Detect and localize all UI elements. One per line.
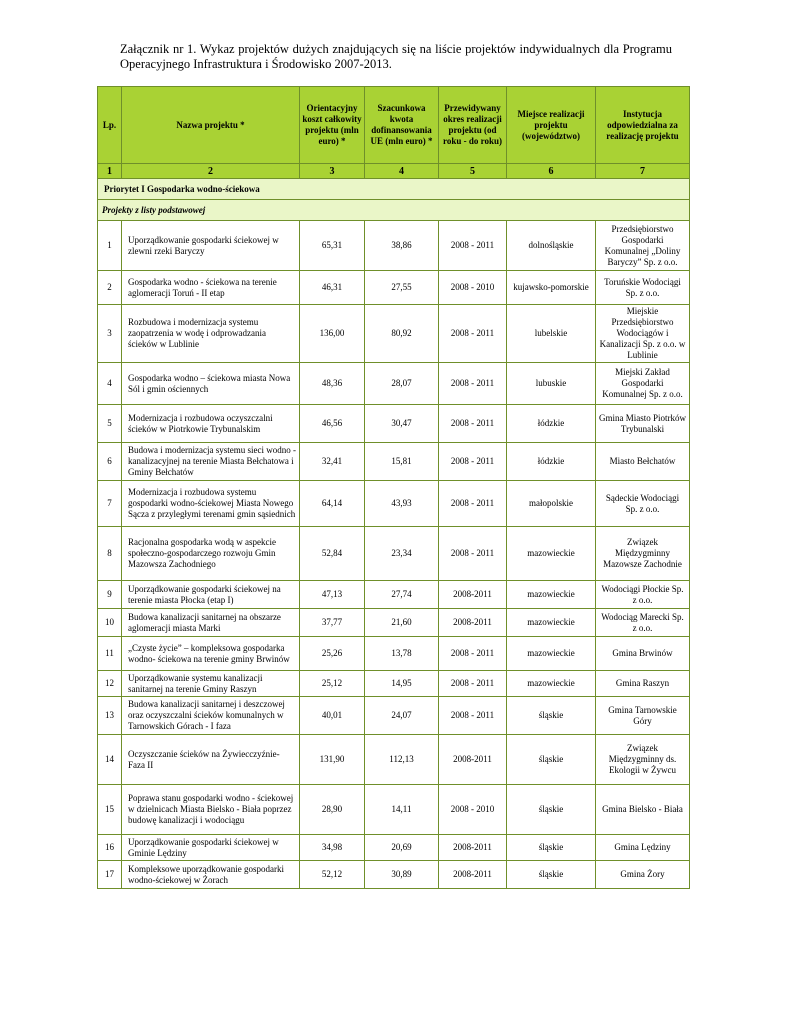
table-row: [98, 735, 690, 785]
project-name: Uporządkowanie systemu kanalizacji sanitarnej na terenie Gminy Raszyn: [122, 671, 300, 697]
table-row: [98, 221, 690, 271]
row-number: 2: [98, 271, 122, 305]
voivodeship: śląskie: [507, 735, 596, 785]
responsible-institution: Miejskie Przedsiębiorstwo Wodociągów i Kanalizacji Sp. z o.o. w Lublinie: [596, 305, 690, 363]
section-row: [98, 179, 690, 200]
total-cost: 48,36: [300, 363, 365, 405]
responsible-institution: Wodociąg Marecki Sp. z o.o.: [596, 609, 690, 637]
col-header-region: Miejsce realizacji projektu (województwo): [507, 87, 596, 164]
table-row: [98, 527, 690, 581]
project-name: Uporządkowanie gospodarki ściekowej w Gminie Lędziny: [122, 835, 300, 861]
voivodeship: śląskie: [507, 785, 596, 835]
eu-funding: 14,11: [365, 785, 439, 835]
responsible-institution: Gmina Raszyn: [596, 671, 690, 697]
table-row: [98, 697, 690, 735]
voivodeship: mazowieckie: [507, 609, 596, 637]
responsible-institution: Wodociągi Płockie Sp. z o.o.: [596, 581, 690, 609]
total-cost: 47,13: [300, 581, 365, 609]
realization-period: 2008-2011: [439, 609, 507, 637]
row-number: 1: [98, 221, 122, 271]
eu-funding: 27,74: [365, 581, 439, 609]
responsible-institution: Gmina Tarnowskie Góry: [596, 697, 690, 735]
responsible-institution: Miejski Zakład Gospodarki Komunalnej Sp. z o.o.: [596, 363, 690, 405]
row-number: 4: [98, 363, 122, 405]
col-number: 1: [98, 164, 122, 179]
eu-funding: 13,78: [365, 637, 439, 671]
voivodeship: dolnośląskie: [507, 221, 596, 271]
col-number: 4: [365, 164, 439, 179]
voivodeship: śląskie: [507, 697, 596, 735]
voivodeship: mazowieckie: [507, 581, 596, 609]
responsible-institution: Toruńskie Wodociągi Sp. z o.o.: [596, 271, 690, 305]
realization-period: 2008 - 2011: [439, 637, 507, 671]
project-name: Gospodarka wodno - ściekowa na terenie aglomeracji Toruń - II etap: [122, 271, 300, 305]
total-cost: 46,56: [300, 405, 365, 443]
col-number: 7: [596, 164, 690, 179]
eu-funding: 80,92: [365, 305, 439, 363]
responsible-institution: Gmina Brwinów: [596, 637, 690, 671]
eu-funding: 112,13: [365, 735, 439, 785]
projects-table: [97, 86, 690, 889]
realization-period: 2008 - 2011: [439, 405, 507, 443]
col-header-eu-funding: Szacunkowa kwota dofinansowania UE (mln euro) *: [365, 87, 439, 164]
total-cost: 65,31: [300, 221, 365, 271]
eu-funding: 23,34: [365, 527, 439, 581]
project-name: Modernizacja i rozbudowa oczyszczalni ścieków w Piotrkowie Trybunalskim: [122, 405, 300, 443]
responsible-institution: Związek Międzygminny Mazowsze Zachodnie: [596, 527, 690, 581]
row-number: 14: [98, 735, 122, 785]
project-name: Budowa i modernizacja systemu sieci wodno - kanalizacyjnej na terenie Miasta Bełchatowa i Gminy Bełchatów: [122, 443, 300, 481]
voivodeship: mazowieckie: [507, 637, 596, 671]
header-row: [98, 87, 690, 164]
responsible-institution: Gmina Lędziny: [596, 835, 690, 861]
eu-funding: 21,60: [365, 609, 439, 637]
eu-funding: 28,07: [365, 363, 439, 405]
eu-funding: 14,95: [365, 671, 439, 697]
eu-funding: 24,07: [365, 697, 439, 735]
row-number: 3: [98, 305, 122, 363]
row-number: 12: [98, 671, 122, 697]
voivodeship: małopolskie: [507, 481, 596, 527]
realization-period: 2008 - 2011: [439, 527, 507, 581]
voivodeship: lubelskie: [507, 305, 596, 363]
col-header-lp: Lp.: [98, 87, 122, 164]
col-number: 6: [507, 164, 596, 179]
row-number: 8: [98, 527, 122, 581]
project-name: Poprawa stanu gospodarki wodno - ściekowej w dzielnicach Miasta Bielsko - Biała poprzez budowę kanalizacji i wodociągu: [122, 785, 300, 835]
table-row: [98, 363, 690, 405]
row-number: 9: [98, 581, 122, 609]
realization-period: 2008 - 2011: [439, 305, 507, 363]
voivodeship: śląskie: [507, 861, 596, 889]
eu-funding: 27,55: [365, 271, 439, 305]
total-cost: 25,12: [300, 671, 365, 697]
realization-period: 2008 - 2011: [439, 697, 507, 735]
realization-period: 2008 - 2011: [439, 221, 507, 271]
subsection-row: [98, 200, 690, 221]
col-header-period: Przewidywany okres realizacji projektu (od roku - do roku): [439, 87, 507, 164]
project-name: Uporządkowanie gospodarki ściekowej na terenie miasta Płocka (etap I): [122, 581, 300, 609]
project-name: Kompleksowe uporządkowanie gospodarki wodno-ściekowej w Żorach: [122, 861, 300, 889]
eu-funding: 30,47: [365, 405, 439, 443]
project-name: Racjonalna gospodarka wodą w aspekcie społeczno-gospodarczego rozwoju Gmin Mazowsza Zachodniego: [122, 527, 300, 581]
row-number: 10: [98, 609, 122, 637]
project-name: Gospodarka wodno – ściekowa miasta Nowa Sól i gmin ościennych: [122, 363, 300, 405]
project-name: Budowa kanalizacji sanitarnej i deszczowej oraz oczyszczalni ścieków komunalnych w Tarnowskich Górach - I faza: [122, 697, 300, 735]
eu-funding: 38,86: [365, 221, 439, 271]
voivodeship: łódzkie: [507, 443, 596, 481]
table-row: [98, 671, 690, 697]
project-name: Oczyszczanie ścieków na Żywiecczyźnie- Faza II: [122, 735, 300, 785]
responsible-institution: Gmina Bielsko - Biała: [596, 785, 690, 835]
table-row: [98, 305, 690, 363]
row-number: 11: [98, 637, 122, 671]
total-cost: 46,31: [300, 271, 365, 305]
realization-period: 2008 - 2011: [439, 481, 507, 527]
realization-period: 2008-2011: [439, 581, 507, 609]
realization-period: 2008 - 2011: [439, 671, 507, 697]
realization-period: 2008 - 2010: [439, 785, 507, 835]
realization-period: 2008 - 2011: [439, 443, 507, 481]
table-row: [98, 443, 690, 481]
col-header-total-cost: Orientacyjny koszt całkowity projektu (mln euro) *: [300, 87, 365, 164]
table-row: [98, 861, 690, 889]
project-name: „Czyste życie” – kompleksowa gospodarka wodno- ściekowa na terenie gminy Brwinów: [122, 637, 300, 671]
total-cost: 25,26: [300, 637, 365, 671]
total-cost: 40,01: [300, 697, 365, 735]
table-row: [98, 405, 690, 443]
column-number-row: [98, 164, 690, 179]
total-cost: 37,77: [300, 609, 365, 637]
total-cost: 136,00: [300, 305, 365, 363]
table-row: [98, 581, 690, 609]
col-number: 3: [300, 164, 365, 179]
voivodeship: kujawsko-pomorskie: [507, 271, 596, 305]
row-number: 13: [98, 697, 122, 735]
total-cost: 32,41: [300, 443, 365, 481]
table-row: [98, 835, 690, 861]
voivodeship: mazowieckie: [507, 671, 596, 697]
row-number: 5: [98, 405, 122, 443]
eu-funding: 20,69: [365, 835, 439, 861]
project-name: Modernizacja i rozbudowa systemu gospodarki wodno-ściekowej Miasta Nowego Sącza z przyległymi terenami gmin sąsiednich: [122, 481, 300, 527]
subsection-title: Projekty z listy podstawowej: [98, 200, 690, 221]
col-header-institution: Instytucja odpowiedzialna za realizację projektu: [596, 87, 690, 164]
table-row: [98, 637, 690, 671]
row-number: 16: [98, 835, 122, 861]
voivodeship: mazowieckie: [507, 527, 596, 581]
table-row: [98, 785, 690, 835]
col-header-name: Nazwa projektu *: [122, 87, 300, 164]
responsible-institution: Sądeckie Wodociągi Sp. z o.o.: [596, 481, 690, 527]
eu-funding: 30,89: [365, 861, 439, 889]
col-number: 5: [439, 164, 507, 179]
eu-funding: 43,93: [365, 481, 439, 527]
document-heading: Załącznik nr 1. Wykaz projektów dużych znajdujących się na liście projektów indywidualnych dla Programu Operacyjnego Infrastruktura i Środowisko 2007-2013.: [120, 42, 672, 71]
voivodeship: śląskie: [507, 835, 596, 861]
total-cost: 52,12: [300, 861, 365, 889]
total-cost: 131,90: [300, 735, 365, 785]
realization-period: 2008-2011: [439, 835, 507, 861]
realization-period: 2008 - 2010: [439, 271, 507, 305]
voivodeship: lubuskie: [507, 363, 596, 405]
col-number: 2: [122, 164, 300, 179]
total-cost: 52,84: [300, 527, 365, 581]
eu-funding: 15,81: [365, 443, 439, 481]
project-name: Budowa kanalizacji sanitarnej na obszarze aglomeracji miasta Marki: [122, 609, 300, 637]
voivodeship: łódzkie: [507, 405, 596, 443]
project-name: Rozbudowa i modernizacja systemu zaopatrzenia w wodę i odprowadzania ścieków w Lublinie: [122, 305, 300, 363]
responsible-institution: Przedsiębiorstwo Gospodarki Komunalnej „Doliny Baryczy” Sp. z o.o.: [596, 221, 690, 271]
row-number: 6: [98, 443, 122, 481]
responsible-institution: Gmina Miasto Piotrków Trybunalski: [596, 405, 690, 443]
row-number: 15: [98, 785, 122, 835]
realization-period: 2008-2011: [439, 735, 507, 785]
row-number: 17: [98, 861, 122, 889]
total-cost: 28,90: [300, 785, 365, 835]
table-row: [98, 271, 690, 305]
realization-period: 2008 - 2011: [439, 363, 507, 405]
project-name: Uporządkowanie gospodarki ściekowej w zlewni rzeki Baryczy: [122, 221, 300, 271]
responsible-institution: Miasto Bełchatów: [596, 443, 690, 481]
responsible-institution: Gmina Żory: [596, 861, 690, 889]
table-row: [98, 609, 690, 637]
table-row: [98, 481, 690, 527]
realization-period: 2008-2011: [439, 861, 507, 889]
total-cost: 64,14: [300, 481, 365, 527]
responsible-institution: Związek Międzygminny ds. Ekologii w Żywcu: [596, 735, 690, 785]
total-cost: 34,98: [300, 835, 365, 861]
row-number: 7: [98, 481, 122, 527]
section-title: Priorytet I Gospodarka wodno-ściekowa: [98, 179, 690, 200]
project-rows: [98, 221, 690, 889]
